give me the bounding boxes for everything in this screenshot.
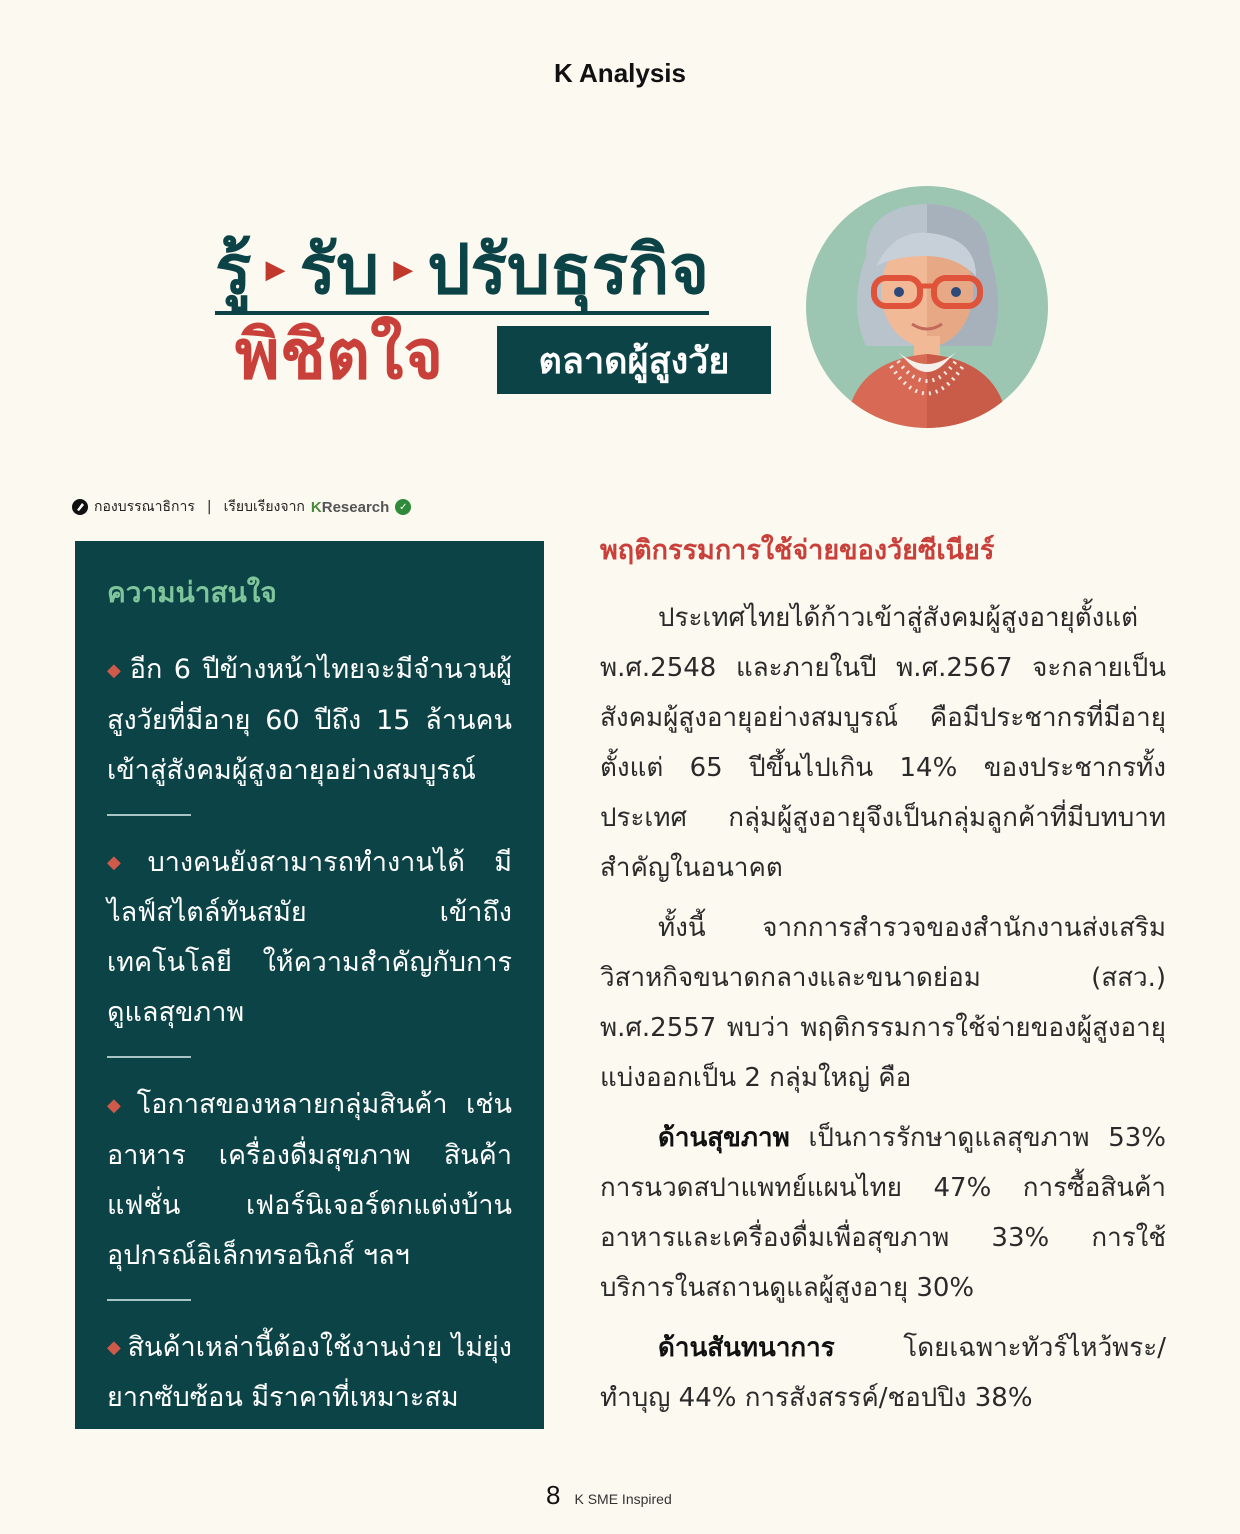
source-prefix: เรียบเรียงจาก <box>223 499 305 515</box>
author: กองบรรณาธิการ <box>94 499 195 515</box>
paragraph-health: ด้านสุขภาพ เป็นการรักษาดูแลสุขภาพ 53% การนวดสปาแพทย์แผนไทย 47% การซื้อสินค้าอาหารและเครื่องดื่มเพื่อสุขภาพ 33% การใช้บริการในสถานดูแลผู้สูงอายุ 30% <box>600 1123 1166 1303</box>
title-line-1 <box>215 205 709 315</box>
elderly-woman-illustration <box>806 186 1048 428</box>
highlight-item: ◆ อีก 6 ปีข้างหน้าไทยจะมีจำนวนผู้สูงวัยที่มีอายุ 60 ปีถึง 15 ล้านคนเข้าสู่สังคมผู้สูงอายุอย่างสมบูรณ์ <box>107 654 512 786</box>
diamond-bullet-icon: ◆ <box>107 659 124 681</box>
kbank-leaf-icon: ✓ <box>395 499 411 515</box>
footer <box>546 1480 672 1511</box>
kresearch-logo: KResearch <box>310 498 390 516</box>
arrow-right-icon: ▶ <box>265 255 286 285</box>
diamond-bullet-icon: ◆ <box>107 852 142 873</box>
divider <box>107 1056 191 1058</box>
byline <box>72 496 411 518</box>
panel-heading: ความน่าสนใจ <box>107 576 277 609</box>
highlights-panel <box>75 541 544 1429</box>
magazine-name: K SME Inspired <box>574 1491 672 1507</box>
separator: | <box>206 499 212 515</box>
divider <box>107 814 191 816</box>
title-word-3: ปรับธุรกิจ <box>427 231 710 310</box>
paragraph-recreation: ด้านสันทนาการ โดยเฉพาะทัวร์ไหว้พระ/ทำบุญ 44% การสังสรรค์/ชอปปิง 38% <box>600 1333 1166 1413</box>
paragraph-1: ประเทศไทยได้ก้าวเข้าสู่สังคมผู้สูงอายุตั้งแต่ พ.ศ.2548 และภายในปี พ.ศ.2567 จะกลายเป็นสังคมผู้สูงอายุอย่างสมบูรณ์ คือมีประชากรที่มีอายุตั้งแต่ 65 ปีขึ้นไปเกิน 14% ของประชากรทั้งประเทศ กลุ่มผู้สูงอายุจึงเป็นกลุ่มลูกค้าที่มีบทบาทสำคัญในอนาคต <box>600 603 1166 883</box>
highlight-item: ◆ โอกาสของหลายกลุ่มสินค้า เช่น อาหาร เครื่องดื่มสุขภาพ สินค้าแฟชั่น เฟอร์นิเจอร์ตกแต่งบ้าน อุปกรณ์อิเล็กทรอนิกส์ ฯลฯ <box>107 1089 512 1271</box>
title-line-2: พิชิตใจ <box>235 316 444 395</box>
diamond-bullet-icon: ◆ <box>107 1094 131 1116</box>
paragraph-2: ทั้งนี้ จากการสำรวจของสำนักงานส่งเสริมวิสาหกิจขนาดกลางและขนาดย่อม (สสว.) พ.ศ.2557 พบว่า พฤติกรรมการใช้จ่ายของผู้สูงอายุแบ่งออกเป็น 2 กลุ่มใหญ่ คือ <box>600 913 1166 1093</box>
page-number: 8 <box>546 1480 561 1510</box>
highlight-item: ◆ สินค้าเหล่านี้ต้องใช้งานง่าย ไม่ยุ่งยากซับซ้อน มีราคาที่เหมาะสม <box>107 1331 512 1413</box>
title-word-1: รู้ <box>215 231 252 310</box>
article-body <box>600 528 1166 1433</box>
article-heading: พฤติกรรมการใช้จ่ายของวัยซีเนียร์ <box>600 535 995 566</box>
pen-icon <box>72 499 88 515</box>
health-label: ด้านสุขภาพ <box>658 1123 790 1153</box>
section-label: K Analysis <box>554 58 686 88</box>
recreation-label: ด้านสันทนาการ <box>658 1333 835 1363</box>
divider <box>107 1299 191 1301</box>
title-word-2: รับ <box>299 231 380 310</box>
diamond-bullet-icon: ◆ <box>107 1337 122 1358</box>
title-highlight-box: ตลาดผู้สูงวัย <box>497 326 771 394</box>
arrow-right-icon: ▶ <box>393 255 414 285</box>
highlight-item: ◆ บางคนยังสามารถทำงานได้ มีไลฟ์สไตล์ทันสมัย เข้าถึงเทคโนโลยี ให้ความสำคัญกับการดูแลสุขภาพ <box>107 846 512 1028</box>
